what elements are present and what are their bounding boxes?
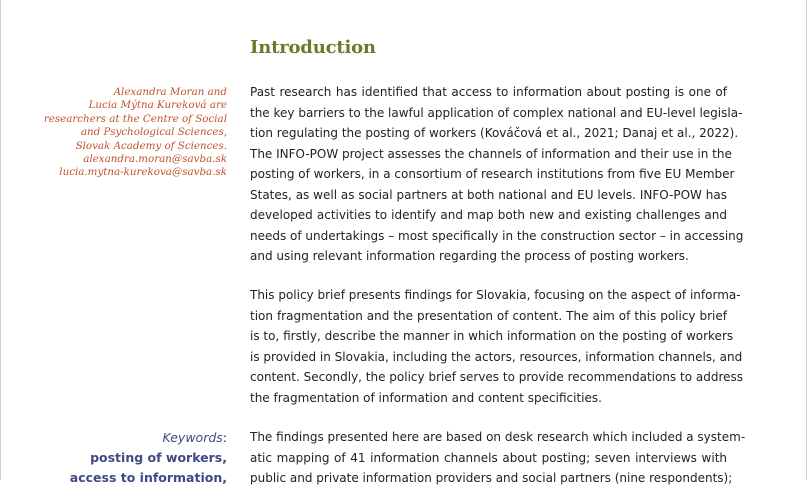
text-line: atic mapping of 41 information channels about posting; seven interviews with <box>250 450 727 465</box>
keywords-block <box>7 428 227 488</box>
section-heading: Introduction <box>250 37 376 58</box>
text-line: tion fragmentation and the presentation of content. The aim of this policy brief <box>250 308 727 323</box>
keywords-colon: : <box>222 430 227 445</box>
text-line: Past research has identified that access to information about posting is one of <box>250 85 727 99</box>
author-note-line: and Psychological Sciences, <box>80 126 227 139</box>
author-note-line: Slovak Academy of Sciences. <box>75 139 227 152</box>
keyword-term: posting of workers, <box>90 450 227 465</box>
author-note <box>27 86 227 180</box>
text-line: the key barriers to the lawful application of complex national and EU-level legisla- <box>250 105 743 120</box>
text-line: the fragmentation of information and content specificities. <box>250 390 602 405</box>
author-note-line: researchers at the Centre of Social <box>43 112 227 125</box>
paragraph <box>250 82 744 267</box>
author-note-line: Lucia Mýtna Kureková are <box>88 99 227 112</box>
text-line: and using relevant information regarding the process of posting workers. <box>250 249 689 263</box>
paragraph <box>250 285 744 408</box>
author-email[interactable]: lucia.mytna-kurekova@savba.sk <box>59 166 227 179</box>
paragraph <box>250 427 746 489</box>
text-line: needs of undertakings – most specifically in the construction sector – in accessing <box>250 228 744 243</box>
text-line: States, as well as social partners at both national and EU levels. INFO-POW has <box>250 187 727 202</box>
text-line: The findings presented here are based on desk research which included a system- <box>250 430 746 444</box>
text-line: tion regulating the posting of workers (Kováčová et al., 2021; Danaj et al., 2022). <box>250 126 739 140</box>
author-note-line: Alexandra Moran and <box>113 86 227 98</box>
text-line: The INFO-POW project assesses the channels of information and their use in the <box>250 146 732 161</box>
text-line: This policy brief presents findings for Slovakia, focusing on the aspect of informa- <box>250 288 741 302</box>
text-line: is to, firstly, describe the manner in which information on the posting of workers <box>250 329 734 343</box>
text-line: is provided in Slovakia, including the actors, resources, information channels, and <box>250 349 743 364</box>
text-line: content. Secondly, the policy brief serves to provide recommendations to address <box>250 370 744 384</box>
text-line: public and private information providers and social partners (nine respondents); <box>250 471 733 485</box>
keywords-label: Keywords <box>162 430 223 445</box>
text-line: developed activities to identify and map both new and existing challenges and <box>250 208 727 222</box>
text-line: posting of workers, in a consortium of research institutions from five EU Member <box>250 167 735 181</box>
author-email[interactable]: alexandra.moran@savba.sk <box>83 153 227 166</box>
keyword-term: access to information, <box>69 470 227 485</box>
